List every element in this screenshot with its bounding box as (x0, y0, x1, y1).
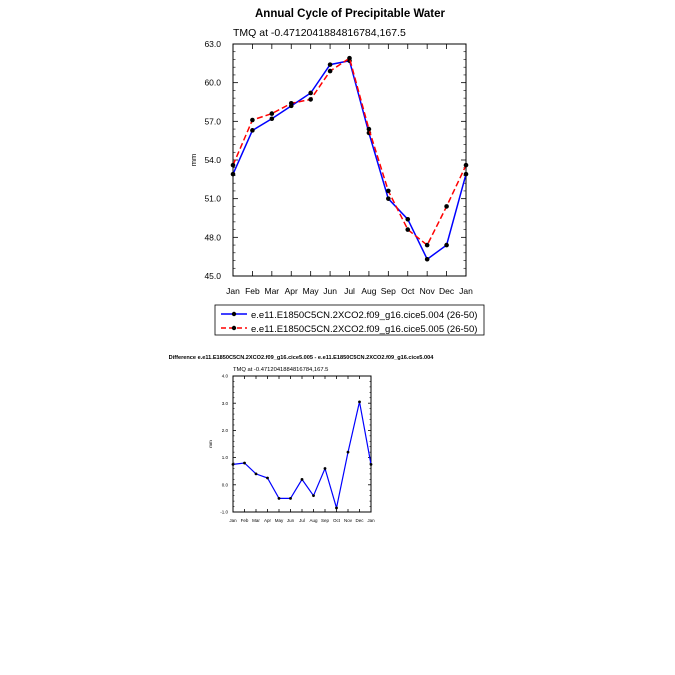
series-2-point (444, 204, 449, 209)
x-tick-label: May (274, 518, 284, 523)
series-1-point (386, 196, 391, 201)
plot-frame (233, 44, 466, 276)
series-2-point (425, 243, 430, 248)
x-tick-label: May (302, 286, 319, 296)
y-tick-label: 0.0 (221, 482, 228, 488)
y-tick-label: 48.0 (204, 232, 221, 243)
series-1-point (347, 451, 350, 454)
x-tick-label: Oct (401, 286, 415, 296)
x-tick-label: Jan (226, 286, 240, 296)
x-tick-label: Nov (419, 286, 435, 296)
difference-chart (169, 355, 435, 523)
series-1-point (301, 478, 304, 481)
y-tick-label: 57.0 (204, 116, 221, 127)
x-tick-label: Apr (263, 518, 272, 523)
series-1-point (270, 116, 275, 121)
series-2-point (308, 97, 313, 102)
y-tick-label: 51.0 (204, 193, 221, 204)
series-1-point (464, 172, 469, 177)
series-1-point (444, 243, 449, 248)
series-2-point (231, 163, 236, 168)
y-axis-label: mm (208, 440, 213, 448)
x-tick-label: Mar (252, 518, 260, 523)
y-tick-label: 63.0 (204, 38, 221, 49)
x-tick-label: Aug (309, 518, 318, 523)
x-tick-label: Feb (240, 518, 249, 523)
series-1-point (335, 507, 338, 510)
x-tick-label: Oct (332, 518, 341, 523)
series-1-point (243, 462, 246, 465)
series-1-point (358, 400, 361, 403)
x-tick-label: Jan (367, 518, 375, 523)
x-tick-label: Apr (284, 286, 298, 296)
legend-marker-2 (232, 326, 236, 330)
annual-cycle-chart (189, 8, 484, 335)
series-1-point (328, 62, 333, 67)
legend-label-1: e.e11.E1850C5CN.2XCO2.f09_g16.cice5.004 (26-50) (251, 310, 478, 321)
y-axis-label: mm (189, 153, 198, 167)
y-tick-label: 3.0 (221, 400, 228, 406)
y-tick-label: 2.0 (221, 427, 228, 433)
y-tick-label: 1.0 (221, 455, 228, 461)
series-1-point (250, 128, 255, 133)
x-tick-label: Nov (343, 518, 353, 523)
series-line-1 (233, 61, 466, 259)
x-tick-label: Aug (361, 286, 377, 296)
x-tick-label: Mar (264, 286, 280, 296)
series-1-point (266, 477, 269, 480)
series-1-point (370, 463, 373, 466)
chart-subtitle: TMQ at -0.4712041884816784,167.5 (233, 367, 329, 373)
x-tick-label: Feb (245, 286, 260, 296)
x-tick-label: Sep (320, 518, 330, 523)
series-line-1 (233, 402, 371, 508)
x-tick-label: Dec (439, 286, 455, 296)
y-tick-label: 60.0 (204, 77, 221, 88)
x-tick-label: Sep (380, 286, 396, 296)
series-1-point (255, 473, 258, 476)
legend-marker-1 (232, 312, 236, 316)
chart-title: Difference e.e11.E1850C5CN.2XCO2.f09_g16.cice5.005 - e.e11.E1850C5CN.2XCO2.f09_g16.cice5.004 (168, 355, 434, 361)
x-tick-label: Jun (286, 518, 295, 523)
series-2-point (405, 227, 410, 232)
series-1-point (425, 257, 430, 262)
series-1-point (289, 497, 292, 500)
series-2-point (464, 163, 469, 168)
x-tick-label: Jan (459, 286, 473, 296)
series-2-point (250, 118, 255, 123)
series-1-point (312, 494, 315, 497)
y-tick-label: 45.0 (204, 270, 221, 281)
x-tick-label: Jul (299, 518, 305, 523)
series-2-point (328, 69, 333, 74)
x-tick-label: Dec (355, 518, 364, 523)
x-tick-label: Jun (323, 286, 337, 296)
chart-title: Annual Cycle of Precipitable Water (254, 8, 446, 20)
chart-subtitle: TMQ at -0.4712041884816784,167.5 (233, 27, 406, 39)
series-2-point (347, 56, 352, 61)
series-2-point (289, 101, 294, 106)
series-1-point (405, 217, 410, 222)
series-2-point (386, 189, 391, 194)
series-1-point (278, 497, 281, 500)
x-tick-label: Jul (344, 286, 355, 296)
y-tick-label: 54.0 (204, 154, 221, 165)
series-1-point (231, 172, 236, 177)
x-tick-label: Jan (229, 518, 237, 523)
series-1-point (232, 463, 235, 466)
legend-label-2: e.e11.E1850C5CN.2XCO2.f09_g16.cice5.005 (26-50) (251, 324, 478, 335)
y-tick-label: -1.0 (220, 509, 228, 515)
series-2-point (270, 111, 275, 116)
series-2-point (367, 127, 372, 132)
series-1-point (308, 91, 313, 96)
y-tick-label: 4.0 (221, 373, 228, 379)
series-1-point (324, 467, 327, 470)
series-line-2 (233, 58, 466, 245)
